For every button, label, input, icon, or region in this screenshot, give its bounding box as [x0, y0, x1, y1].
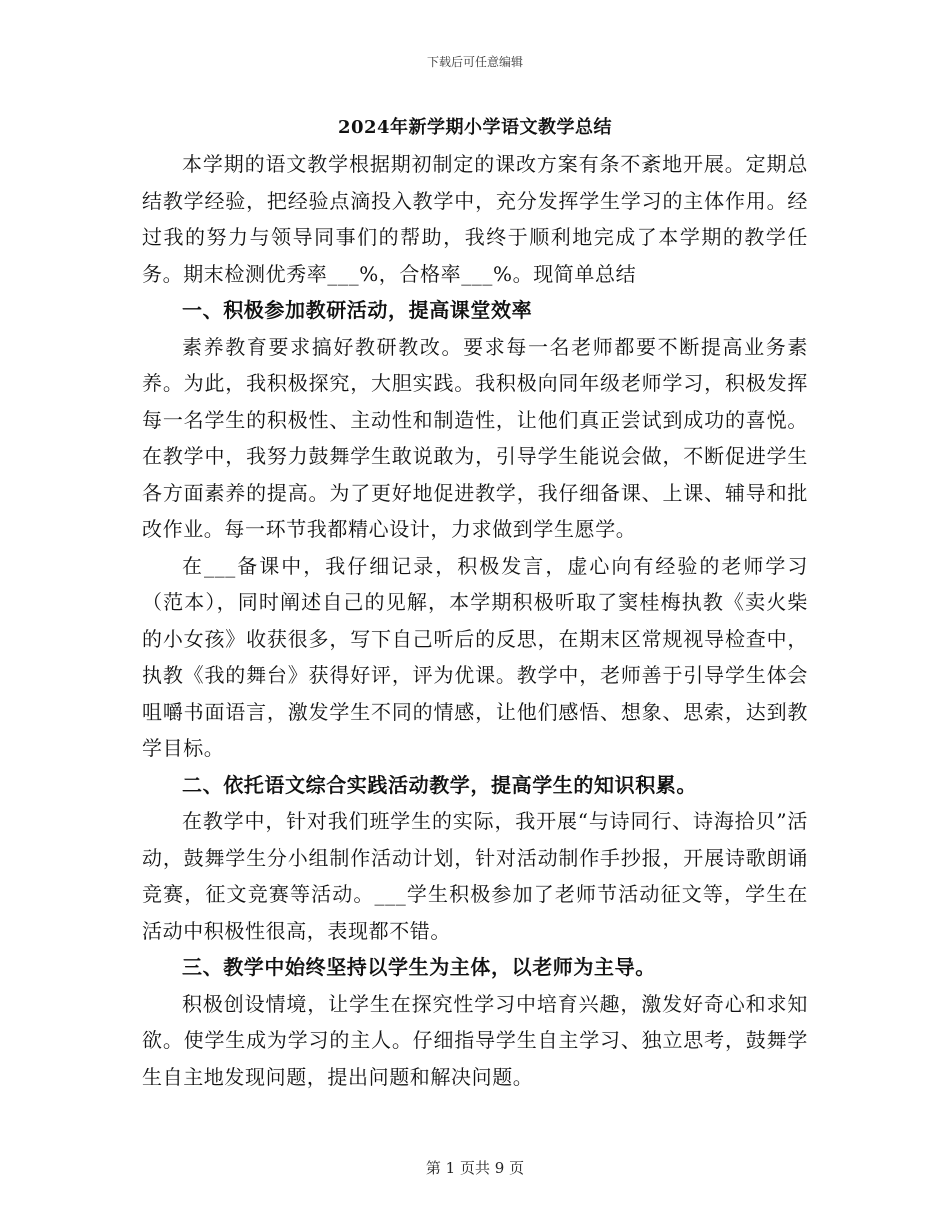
header-note: 下载后可任意编辑	[426, 55, 523, 69]
document-body	[142, 110, 808, 1095]
paragraph-section-1a: 素养教育要求搞好教研教改。要求每一名老师都要不断提高业务素养。为此，我积极探究，大胆实践。我积极向同年级老师学习，积极发挥每一名学生的积极性、主动性和制造性，让他们真正尝试到成功的喜悦。在教学中，我努力鼓舞学生敢说敢为，引导学生能说会做，不断促进学生各方面素养的提高。为了更好地促进教学，我仔细备课、上课、辅导和批改作业。每一环节我都精心设计，力求做到学生愿学。	[142, 334, 808, 541]
document-title: 2024年新学期小学语文教学总结	[337, 117, 613, 138]
section-heading-1: 一、积极参加教研活动，提高课堂效率	[182, 298, 533, 322]
paragraph-section-2: 在教学中，针对我们班学生的实际，我开展“与诗同行、诗海拾贝”活动，鼓舞学生分小组制作活动计划，针对活动制作手抄报，开展诗歌朗诵竞赛，征文竞赛等活动。___学生积极参加了老师节活动征文等，学生在活动中积极性很高，表现都不错。	[142, 809, 808, 943]
paragraph-intro: 本学期的语文教学根据期初制定的课改方案有条不紊地开展。定期总结教学经验，把经验点滴投入教学中，充分发挥学生学习的主体作用。经过我的努力与领导同事们的帮助，我终于顺利地完成了本学期的教学任务。期末检测优秀率___%，合格率___%。现简单总结	[142, 152, 808, 286]
section-heading-3: 三、教学中始终坚持以学生为主体，以老师为主导。	[182, 955, 656, 979]
section-heading-2: 二、依托语文综合实践活动教学，提高学生的知识积累。	[182, 772, 697, 797]
paragraph-section-3: 积极创设情境，让学生在探究性学习中培育兴趣，激发好奇心和求知欲。使学生成为学习的主人。仔细指导学生自主学习、独立思考，鼓舞学生自主地发现问题，提出问题和解决问题。	[142, 991, 808, 1089]
paragraph-section-1b: 在___备课中，我仔细记录，积极发言，虚心向有经验的老师学习（范本），同时阐述自己的见解，本学期积极听取了窦桂梅执教《卖火柴的小女孩》收获很多，写下自己听后的反思，在期末区常规视导检查中，执教《我的舞台》获得好评，评为优课。教学中，老师善于引导学生体会咀嚼书面语言，激发学生不同的情感，让他们感悟、想象、思索，达到教学目标。	[142, 553, 808, 760]
page-number: 第 1 页共 9 页	[425, 1159, 525, 1177]
